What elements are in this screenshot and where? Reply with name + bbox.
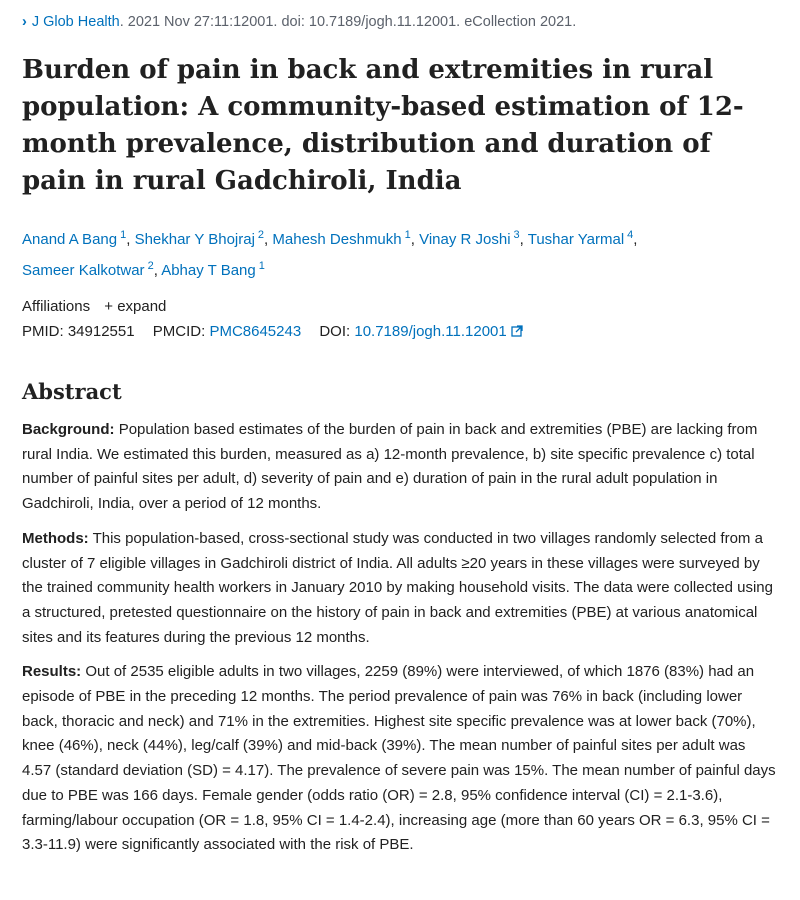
author-list: Anand A Bang $^1$, Shekhar Y Bhojraj $^2$, Mahesh Deshmukh $^1$, Vinay R Joshi $^3$, Tushar Yarmal $^4$, Sameer Kalkotwar $^2$, Abhay T Bang $^1$ bbox=[22, 229, 638, 279]
abstract-heading: Abstract bbox=[22, 379, 122, 404]
author-link[interactable]: Tushar Yarmal $^4$ bbox=[527, 229, 634, 248]
results-label: Results: bbox=[22, 663, 82, 681]
abstract-background: Background: Population based estimates of the burden of pain in back and extremities (PBE) are lacking from rural India. We estimated this burden, measured as a) 12-month prevalence, b) site specific prevalence c) total number of painful sites per adult, d) severity of pain and e) duration of pain in the rural adult population in Gadchiroli, India, over a period of 12 months. bbox=[22, 421, 758, 513]
abstract-methods: Methods: This population-based, cross-sectional study was conducted in two villages randomly selected from a cluster of 7 eligible villages in Gadchiroli district of India. All adults ≥20 years in these villages were surveyed by the trained community health workers in January 2010 by making household visits. The data were collected using a structured, pretested questionnaire on the history of pain in back and extremities (PBE) at various anatomical sites and its features during the previous 12 months. bbox=[22, 529, 773, 646]
affiliation-ref[interactable]: 4 bbox=[627, 229, 634, 241]
affiliation-ref[interactable]: 2 bbox=[147, 260, 154, 272]
affiliation-ref[interactable]: 2 bbox=[257, 229, 265, 241]
affiliations-label: Affiliations bbox=[22, 298, 91, 315]
doi-label: DOI: bbox=[319, 323, 351, 340]
author-link[interactable]: Vinay R Joshi $^3$ bbox=[419, 229, 520, 248]
article-title: Burden of pain in back and extremities in rural population: A community-based estimation of 12-month prevalence, distribution and duration of pain in rural Gadchiroli, India bbox=[22, 55, 744, 196]
pmid-value: 34912551 bbox=[67, 323, 135, 340]
pmcid-link[interactable]: PMC8645243 bbox=[209, 323, 302, 340]
abstract-results: Results: Out of 2535 eligible adults in two villages, 2259 (89%) were interviewed, of which 1876 (83%) had an episode of PBE in the preceding 12 months. The period prevalence of pain was 76% in back (including lower back, thoracic and neck) and 71% in the extremities. Highest site specific prevalence was at lower back (70%), knee (46%), neck (44%), leg/calf (39%) and mid-back (39%). The mean number of painful sites per adult was 4.57 (standard deviation (SD) = 4.17). The prevalence of severe pain was 15%. The mean number of painful days due to PBE was 166 days. Female gender (odds ratio (OR) = 2.8, 95% confidence interval (CI) = 2.1-3.6), farming/labour occupation (OR = 1.8, 95% CI = 1.4-2.4), increasing age (more than 60 years OR = 6.3, 95% CI = 3.3-11.9) were significantly associated with the risk of PBE. bbox=[22, 663, 776, 854]
author-link[interactable]: Sameer Kalkotwar $^2$ bbox=[22, 260, 154, 279]
author-link[interactable]: Anand A Bang $^1$ bbox=[22, 229, 127, 248]
doi-link[interactable]: 10.7189/jogh.11.12001 bbox=[354, 323, 522, 340]
author-link[interactable]: Shekhar Y Bhojraj $^2$ bbox=[134, 229, 265, 248]
citation-details: . 2021 Nov 27:11:12001. doi: 10.7189/jogh.11.12001. eCollection 2021. bbox=[119, 14, 577, 30]
affiliation-ref[interactable]: 1 bbox=[258, 260, 265, 272]
methods-label: Methods: bbox=[22, 529, 89, 547]
pmid-label: PMID: bbox=[22, 323, 64, 340]
journal-link[interactable]: J Glob Health bbox=[31, 14, 120, 30]
author-link[interactable]: Mahesh Deshmukh $^1$ bbox=[272, 229, 411, 248]
author-link[interactable]: Abhay T Bang $^1$ bbox=[161, 260, 265, 279]
affiliations-row bbox=[22, 298, 778, 315]
chevron-right-icon: › bbox=[22, 14, 27, 30]
background-label: Background: bbox=[22, 421, 115, 438]
pmcid-label: PMCID: bbox=[152, 323, 206, 340]
expand-affiliations-button[interactable]: + expand bbox=[104, 298, 167, 315]
affiliation-ref[interactable]: 1 bbox=[404, 229, 411, 241]
affiliation-ref[interactable]: 1 bbox=[120, 229, 127, 241]
external-link-icon bbox=[511, 324, 523, 341]
affiliation-ref[interactable]: 3 bbox=[513, 229, 520, 241]
citation-line bbox=[22, 14, 778, 30]
article-identifiers bbox=[22, 323, 778, 341]
